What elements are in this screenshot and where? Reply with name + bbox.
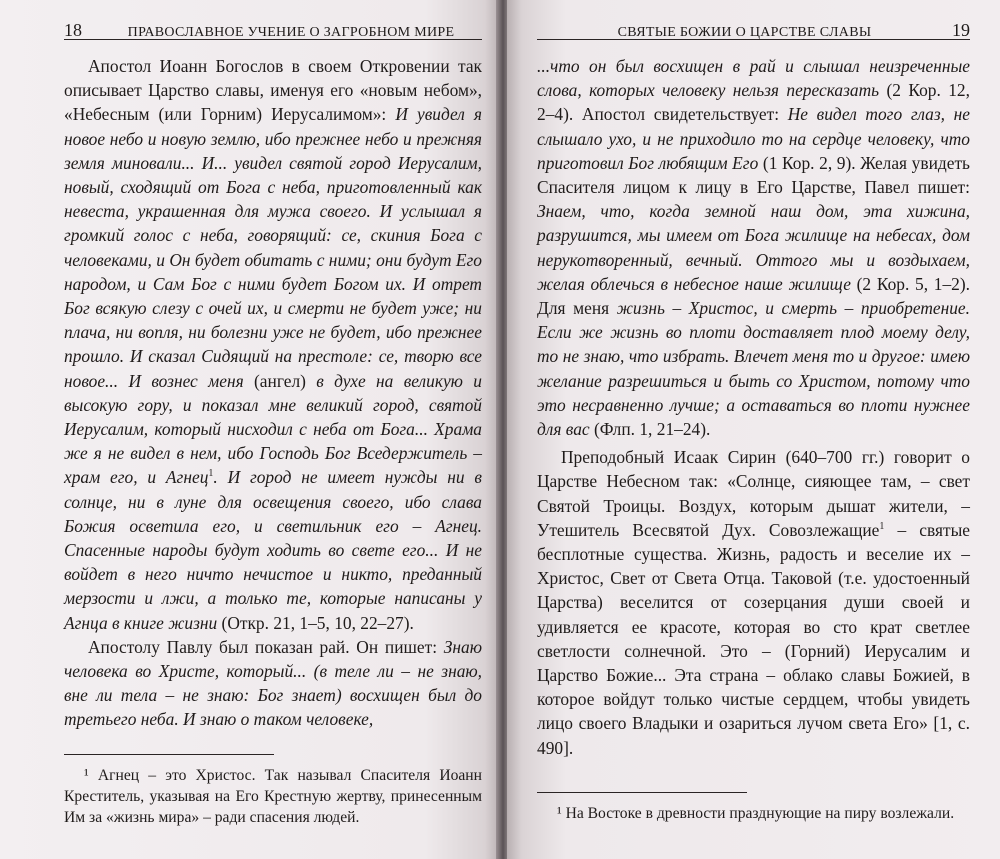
italic-quote-run: в духе на великую и высокую гору, и показал мне великий город, святой Иерусалим, который нисходил с неба от Бога... Храма же я не видел в нем, ибо Господь Бог Вседержитель – храм его, и Агнец xyxy=(64,370,482,488)
text-run: Апостол Иоанн Богослов в своем Откровении так описывает Царство славы, именуя его «новым небом», «Небесным (или Горним) Иерусалимом»: xyxy=(64,56,482,125)
text-run: (1 Кор. 2, 9). Желая увидеть Спасителя лицом к лицу в Его Царстве, Павел пишет: xyxy=(537,152,970,198)
footnote-marker: 1 xyxy=(208,468,214,480)
left-page-number: 18 xyxy=(64,20,82,40)
text-run: (Флп. 1, 21–24). xyxy=(594,419,711,440)
text-run: (Откр. 21, 1–5, 10, 22–27). xyxy=(221,612,414,633)
left-page-body xyxy=(64,54,482,732)
text-run: – святые бесплотные существа. Жизнь, радость и веселие их – Христос, Свет от Света Отца. Таковой (т.е. удостоенный Царства) веселится от созерцания души своей и удивляется ее красоте, которая во сто крат светлее светлости солнечной. Это – (Горний) Иерусалим и Царство Божие... Эта страна – облако славы Божией, в которое войдут только чистые сердцем, чтобы увидеть лицо своего Владыки и озариться лучом света Его» [1, с. 490]. xyxy=(537,519,970,758)
text-run: (2 Кор. 5, 1–2). Для меня xyxy=(537,273,970,319)
right-page-number: 19 xyxy=(952,20,970,40)
footnote-rule xyxy=(64,754,274,755)
text-run: (ангел) xyxy=(254,370,317,391)
right-paragraph-1 xyxy=(537,54,970,441)
left-paragraph-1 xyxy=(64,54,482,635)
right-page xyxy=(507,0,1000,859)
right-running-head: СВЯТЫЕ БОЖИИ О ЦАРСТВЕ СЛАВЫ xyxy=(617,25,872,40)
italic-quote-run: жизнь – Христос, и смерть – приобретение. Если же жизнь во плоти доставляет плод моему делу, то не знаю, что избрать. Влечет меня то и другое: имею желание разрешиться и быть со Христом, потому что это несравненно лучше; а оставаться во плоти нужнее для вас xyxy=(537,298,970,440)
left-page-header xyxy=(64,0,482,40)
right-page-body xyxy=(537,54,970,760)
text-run: Апостолу Павлу был показан рай. Он пишет: xyxy=(88,636,444,657)
footnote-rule xyxy=(537,792,747,793)
italic-quote-run: Не видел того глаз, не слышало ухо, и не приходило то на сердце человеку, что приготовил Бог любящим Его xyxy=(537,104,971,173)
right-paragraph-2 xyxy=(537,445,970,760)
right-footnote: ¹ На Востоке в древности празднующие на пиру возлежали. xyxy=(557,804,955,822)
italic-quote-run: . И город не имеет нужды ни в солнце, ни в луне для освещения своего, ибо слава Божия осветила его, и светильник его – Агнец. Спасенные народы будут ходить во свете его... И не войдет в него ничто нечистое и никто, преданный мерзости и лжи, а только те, которые написаны у Агнца в книге жизни xyxy=(64,467,482,633)
italic-quote-run: Знаем, что, когда земной наш дом, эта хижина, разрушится, мы имеем от Бога жилище на небесах, дом нерукотворенный, вечный. Оттого мы и воздыхаем, желая облечься в небесное наше жилище xyxy=(537,201,970,294)
right-page-header xyxy=(537,0,970,40)
left-footnote: ¹ Агнец – это Христос. Так называл Спасителя Иоанн Креститель, указывая на Его Крестную жертву, принесенным Им за «жизнь мира» – ради спасения людей. xyxy=(64,766,482,826)
italic-quote-run: ...что он был восхищен в рай и слышал неизреченные слова, которых человеку нельзя пересказать xyxy=(537,56,970,101)
italic-quote-run: Знаю человека во Христе, который... (в теле ли – не знаю, вне ли тела – не знаю: Бог знает) восхищен был до третьего неба. И знаю о таком человеке, xyxy=(64,636,482,730)
text-run: (2 Кор. 12, 2–4). Апостол свидетельствует: xyxy=(537,80,970,125)
italic-quote-run: И увидел я новое небо и новую землю, ибо прежнее небо и прежняя земля миновали... И... увидел святой город Иерусалим, новый, сходящий от Бога с неба, приготовленный как невеста, украшенная для мужа своего. И услышал я громкий голос с неба, говорящий: се, скиния Бога с человеками, и Он будет обитать с ними; они будут Его народом, и Сам Бог с ними будет Богом их. И отрет Бог всякую слезу с очей их, и смерти не будет уже; ни плача, ни вопля, ни болезни уже не будет, ибо прежнее прошло. И сказал Сидящий на престоле: се, творю все новое... И вознес меня xyxy=(64,104,482,391)
left-paragraph-2 xyxy=(64,635,482,732)
left-running-head: ПРАВОСЛАВНОЕ УЧЕНИЕ О ЗАГРОБНОМ МИРЕ xyxy=(127,25,455,40)
text-run: Преподобный Исаак Сирин (640–700 гг.) говорит о Царстве Небесном так: «Солнце, сияющее там, – свет Святой Троицы. Воздух, которым дышат жители, – Утешитель Всесвятой Дух. Совозлежащие xyxy=(537,447,970,540)
footnote-marker: 1 xyxy=(879,521,885,533)
